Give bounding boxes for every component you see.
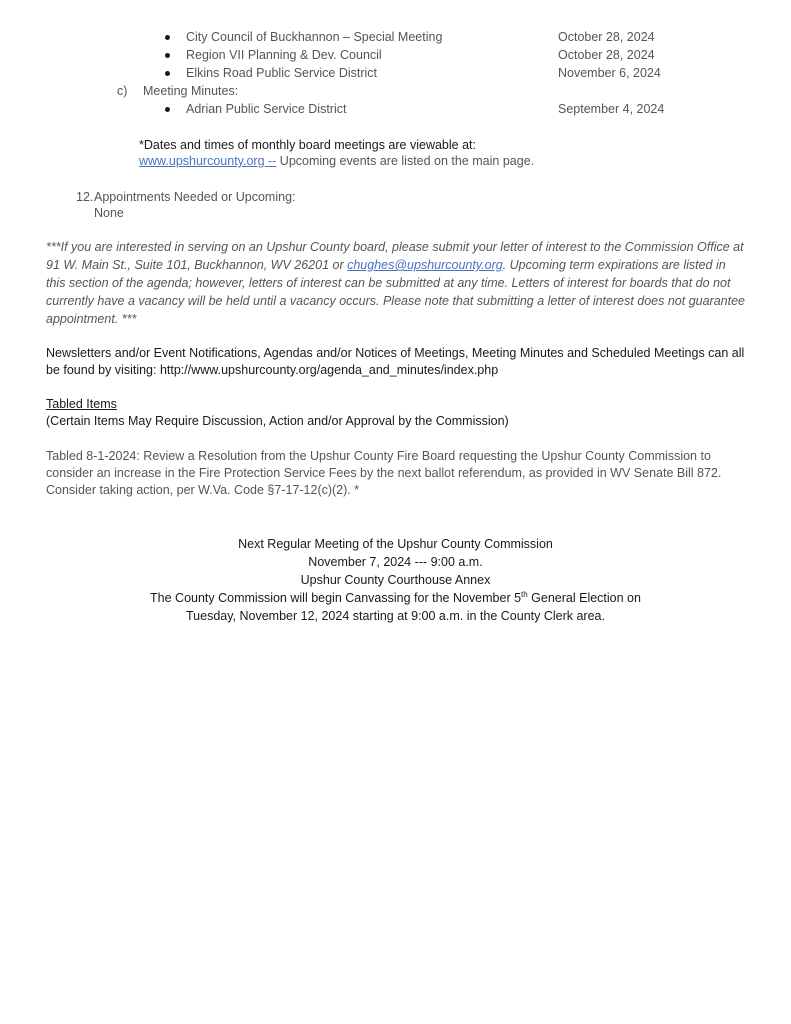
minutes-name: Adrian Public Service District <box>186 102 347 116</box>
interest-paragraph <box>46 238 748 328</box>
tabled-item: Tabled 8-1-2024: Review a Resolution from the Upshur County Fire Board requesting the Upshur County Commission to consider an increase in the Fire Protection Service Fees by the next ballot referendum, as provided in WV Senate Bill 872. Consider taking action, per W.Va. Code §7-17-12(c)(2). * <box>46 449 722 497</box>
next-meeting <box>0 535 791 625</box>
canvassing-text: The County Commission will begin Canvassing for the November 5 <box>150 591 522 605</box>
appointments-heading: Appointments Needed or Upcoming: <box>94 190 296 204</box>
minutes-marker: c) <box>117 84 128 98</box>
minutes-heading: Meeting Minutes: <box>143 84 239 98</box>
dates-note-rest: Upcoming events are listed on the main page. <box>276 154 535 168</box>
interest-text-1: ***If you are interested in serving on an Upshur County board, please submit your letter of interest to the Commission Office at 91 W. Main St., Suite 101, Buckhannon, WV 26201 or <box>46 240 744 272</box>
interest-text-2: . Upcoming term expirations are listed in this section of the agenda; however, letters of interest can be submitted at any time. Letters of interest for boards that do not currently have a vacancy will be held until a vacancy occurs. Please note that submitting a letter of interest does not guarantee appointment. *** <box>46 258 746 326</box>
meeting-name: City Council of Buckhannon – Special Meeting <box>186 30 443 44</box>
minutes-date: September 4, 2024 <box>558 102 665 116</box>
next-meeting-location: Upshur County Courthouse Annex <box>300 573 491 587</box>
ordinal-suffix: th <box>521 589 528 599</box>
canvassing-line <box>0 589 791 607</box>
tabled-subheading: (Certain Items May Require Discussion, Action and/or Approval by the Commission) <box>46 414 509 428</box>
appointments-number: 12. <box>76 190 94 204</box>
list-bullet <box>165 35 170 40</box>
canvassing-text-end: General Election on <box>527 591 641 605</box>
meeting-name: Region VII Planning & Dev. Council <box>186 48 382 62</box>
canvassing-date: Tuesday, November 12, 2024 starting at 9:00 a.m. in the County Clerk area. <box>186 609 605 623</box>
newsletters-paragraph: Newsletters and/or Event Notifications, Agendas and/or Notices of Meetings, Meeting Minutes and Scheduled Meetings can all be found by visiting: http://www.upshurcounty.org/agenda_and_minutes/index.php <box>46 346 745 377</box>
next-meeting-title: Next Regular Meeting of the Upshur County Commission <box>238 537 553 551</box>
list-bullet <box>165 71 170 76</box>
meeting-name: Elkins Road Public Service District <box>186 66 378 80</box>
email-link[interactable]: chughes@upshurcounty.org <box>347 258 503 272</box>
meeting-date: November 6, 2024 <box>558 66 661 80</box>
dates-note-line <box>139 153 534 170</box>
list-bullet <box>165 107 170 112</box>
tabled-heading: Tabled Items <box>46 397 117 411</box>
next-meeting-date: November 7, 2024 --- 9:00 a.m. <box>308 555 483 569</box>
meeting-date: October 28, 2024 <box>558 30 655 44</box>
upshurcounty-link[interactable]: www.upshurcounty.org -- <box>139 154 277 168</box>
dates-note-heading: *Dates and times of monthly board meetings are viewable at: <box>139 138 476 152</box>
meeting-date: October 28, 2024 <box>558 48 655 62</box>
appointments-value: None <box>94 206 124 220</box>
list-bullet <box>165 53 170 58</box>
